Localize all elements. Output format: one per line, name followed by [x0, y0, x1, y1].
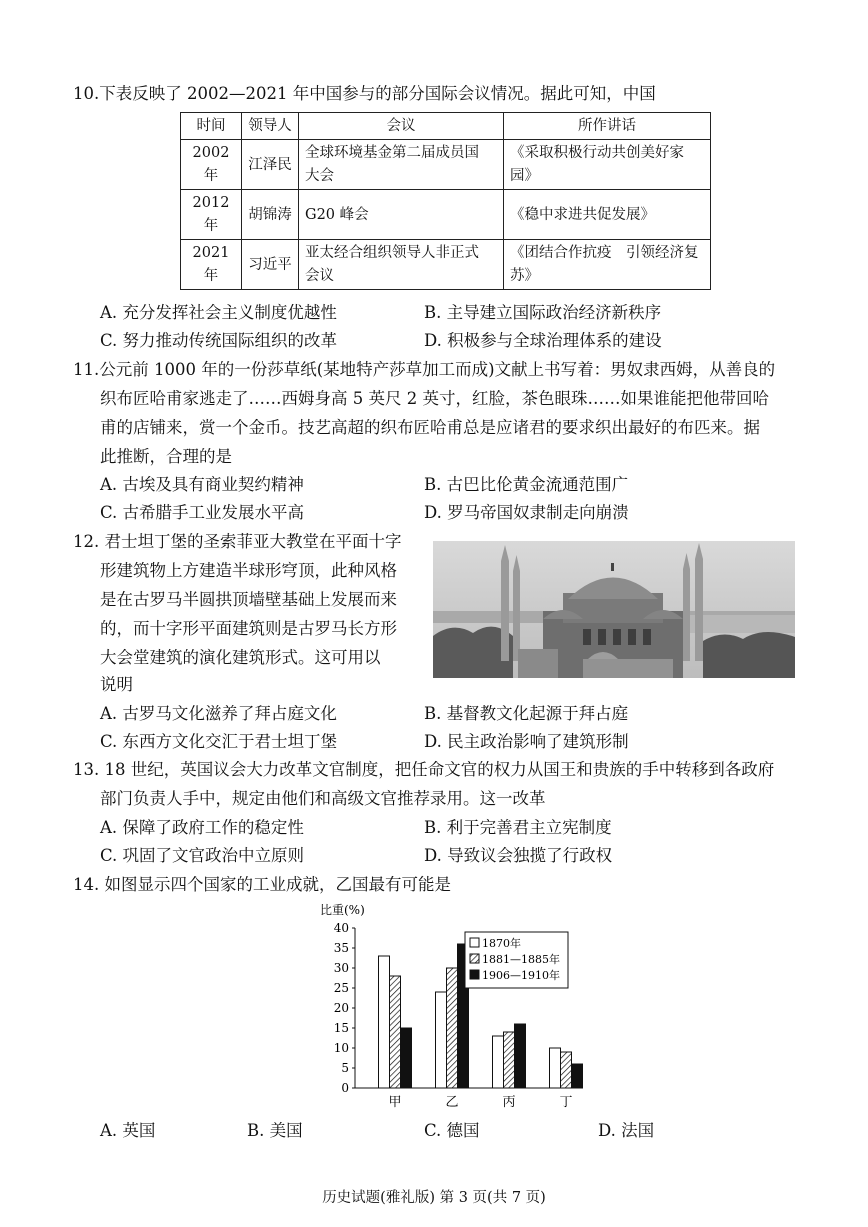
q12-option-b[interactable]: B. 基督教文化起源于拜占庭 — [424, 704, 629, 723]
q14-stem: 14. 如图显示四个国家的工业成就，乙国最有可能是 — [73, 875, 451, 894]
category-label: 乙 — [445, 1095, 459, 1110]
col-header-time: 时间 — [181, 113, 242, 140]
q12-option-c[interactable]: C. 东西方文化交汇于君士坦丁堡 — [100, 732, 338, 751]
cell-meeting: G20 峰会 — [299, 190, 504, 240]
table-row — [181, 190, 711, 240]
cell-leader: 江泽民 — [242, 140, 299, 190]
q14-option-b[interactable]: B. 美国 — [247, 1121, 303, 1140]
bar — [515, 1024, 526, 1088]
cell-speech: 《团结合作抗疫 引领经济复 苏》 — [504, 240, 711, 290]
bar — [379, 956, 390, 1088]
q11-line-2: 织布匠哈甫家逃走了……西姆身高 5 英尺 2 英寸，红脸，茶色眼珠……如果谁能把他带回哈 — [100, 389, 769, 408]
y-tick-label: 20 — [333, 1001, 349, 1015]
cell-meeting: 全球环境基金第二届成员国 大会 — [299, 140, 504, 190]
q14-option-a[interactable]: A. 英国 — [100, 1121, 156, 1140]
cell-speech: 《采取积极行动共创美好家 园》 — [504, 140, 711, 190]
table-row — [181, 240, 711, 290]
q11-option-b[interactable]: B. 古巴比伦黄金流通范围广 — [424, 475, 629, 494]
y-tick-label: 25 — [333, 981, 349, 995]
y-tick-label: 5 — [341, 1061, 349, 1075]
cell-year: 2002 年 — [181, 140, 242, 190]
col-header-meeting: 会议 — [299, 113, 504, 140]
q10-table-header — [181, 113, 711, 140]
legend-label: 1870年 — [482, 937, 521, 950]
q11-option-d[interactable]: D. 罗马帝国奴隶制走向崩溃 — [424, 503, 629, 522]
q13-line-1: 13. 18 世纪，英国议会大力改革文官制度，把任命文官的权力从国王和贵族的手中转移到各政府 — [73, 760, 775, 779]
q12-line-6: 说明 — [100, 675, 133, 694]
y-tick-label: 40 — [333, 921, 349, 935]
y-tick-label: 10 — [333, 1041, 349, 1055]
bar — [401, 1028, 412, 1088]
q11-line-3: 甫的店铺来，赏一个金币。技艺高超的织布匠哈甫总是应诸君的要求织出最好的布匹来。据 — [100, 418, 760, 437]
legend-swatch — [470, 938, 479, 947]
q13-line-2: 部门负责人手中，规定由他们和高级文官推荐录用。这一改革 — [100, 789, 546, 808]
page-footer: 历史试题(雅礼版) 第 3 页(共 7 页) — [322, 1190, 546, 1206]
y-tick-label: 35 — [333, 941, 349, 955]
legend-label: 1881—1885年 — [482, 953, 560, 966]
q12-line-4: 的，而十字形平面建筑则是古罗马长方形 — [100, 619, 397, 638]
q12-line-5: 大会堂建筑的演化建筑形式。这可用以 — [100, 648, 381, 667]
q13-option-d[interactable]: D. 导致议会独揽了行政权 — [424, 846, 613, 865]
legend-swatch — [470, 954, 479, 963]
category-label: 丙 — [502, 1095, 516, 1110]
cell-year: 2021 年 — [181, 240, 242, 290]
legend-swatch — [470, 970, 479, 979]
q12-line-2: 形建筑物上方建造半球形穹顶，此种风格 — [100, 561, 397, 580]
y-tick-label: 30 — [333, 961, 349, 975]
q10-option-c[interactable]: C. 努力推动传统国际组织的改革 — [100, 331, 338, 350]
y-tick-label: 0 — [341, 1081, 349, 1095]
industry-share-chart — [300, 900, 600, 1115]
bar — [493, 1036, 504, 1088]
legend-label: 1906—1910年 — [482, 969, 560, 982]
category-label: 甲 — [388, 1095, 402, 1110]
cell-leader: 习近平 — [242, 240, 299, 290]
cell-leader: 胡锦涛 — [242, 190, 299, 240]
q13-option-a[interactable]: A. 保障了政府工作的稳定性 — [100, 818, 304, 837]
bar — [504, 1032, 515, 1088]
q11-option-a[interactable]: A. 古埃及具有商业契约精神 — [100, 475, 304, 494]
q12-line-1: 12. 君士坦丁堡的圣索菲亚大教堂在平面十字 — [73, 532, 402, 551]
q11-line-1: 11.公元前 1000 年的一份莎草纸(某地特产莎草加工而成)文献上书写着：男奴隶西姆，从善良的 — [73, 360, 776, 379]
q14-option-d[interactable]: D. 法国 — [598, 1121, 655, 1140]
bar — [390, 976, 401, 1088]
bar — [561, 1052, 572, 1088]
q10-option-b[interactable]: B. 主导建立国际政治经济新秩序 — [424, 303, 662, 322]
cell-year: 2012 年 — [181, 190, 242, 240]
bar — [550, 1048, 561, 1088]
q13-option-b[interactable]: B. 利于完善君主立宪制度 — [424, 818, 612, 837]
q12-option-a[interactable]: A. 古罗马文化滋养了拜占庭文化 — [100, 704, 337, 723]
q10-option-d[interactable]: D. 积极参与全球治理体系的建设 — [424, 331, 662, 350]
q12-line-3: 是在古罗马半圆拱顶墙壁基础上发展而来 — [100, 590, 397, 609]
q10-option-a[interactable]: A. 充分发挥社会主义制度优越性 — [100, 303, 337, 322]
bar — [436, 992, 447, 1088]
q11-line-4: 此推断，合理的是 — [100, 447, 232, 466]
q11-option-c[interactable]: C. 古希腊手工业发展水平高 — [100, 503, 305, 522]
cell-speech: 《稳中求进共促发展》 — [504, 190, 711, 240]
q13-option-c[interactable]: C. 巩固了文官政治中立原则 — [100, 846, 305, 865]
bar — [447, 968, 458, 1088]
category-label: 丁 — [559, 1095, 573, 1110]
table-row — [181, 140, 711, 190]
y-axis-label: 比重(%) — [320, 903, 365, 917]
col-header-speech: 所作讲话 — [504, 113, 711, 140]
col-header-leader: 领导人 — [242, 113, 299, 140]
hagia-sophia-photo — [433, 541, 795, 678]
q14-option-c[interactable]: C. 德国 — [424, 1121, 480, 1140]
y-tick-label: 15 — [333, 1021, 349, 1035]
q12-option-d[interactable]: D. 民主政治影响了建筑形制 — [424, 732, 629, 751]
q10-stem: 10.下表反映了 2002—2021 年中国参与的部分国际会议情况。据此可知，中国 — [73, 84, 656, 103]
q10-table — [180, 112, 711, 290]
bar — [572, 1064, 583, 1088]
cell-meeting: 亚太经合组织领导人非正式 会议 — [299, 240, 504, 290]
